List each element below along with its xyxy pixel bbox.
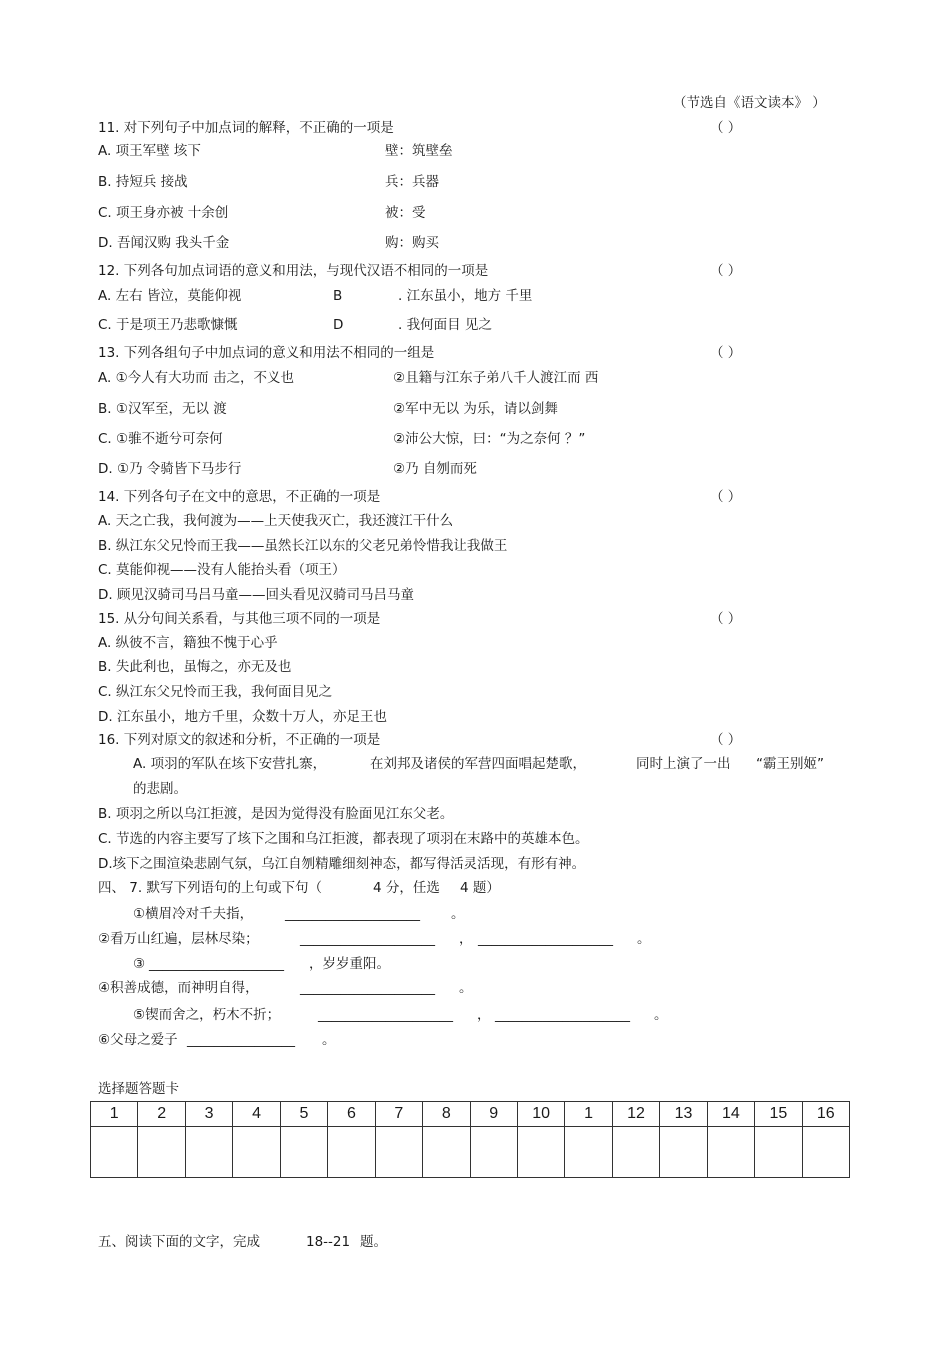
answer-cell-10[interactable] — [517, 1127, 564, 1178]
recite-item-2-comma: ， — [459, 931, 473, 947]
answer-cell-13[interactable] — [660, 1127, 707, 1178]
recite-item-2-end: 。 — [637, 931, 651, 947]
q16-option-d: D.垓下之围渲染悲剧气氛，乌江自刎精雕细刻神态，都写得活灵活现，有形有神。 — [98, 856, 586, 872]
recite-item-3-prompt: ，岁岁重阳。 — [309, 956, 390, 972]
recite-item-4-end: 。 — [459, 980, 473, 996]
section5-title-part1: 五、阅读下面的文字，完成 — [98, 1234, 260, 1250]
q12-paren: （ ） — [710, 263, 742, 279]
answer-card-header-16: 16 — [802, 1102, 849, 1127]
answer-cell-9[interactable] — [470, 1127, 517, 1178]
q16-option-a-part2: 在刘邦及诸侯的军营四面唱起楚歌， — [370, 756, 586, 772]
recite-item-4-prompt: ④积善成德，而神明自得， — [98, 980, 259, 996]
q16-option-a-part4: “霸王别姬” — [756, 756, 824, 772]
answer-card-header-2: 2 — [138, 1102, 185, 1127]
q16-stem: 16. 下列对原文的叙述和分析，不正确的一项是 — [98, 732, 381, 748]
section5-title-part2: 18--21 — [306, 1234, 351, 1250]
q11-option-a: A. 项王军壁 垓下 — [98, 143, 201, 159]
answer-card-header-9: 9 — [470, 1102, 517, 1127]
recite-item-1-end: 。 — [451, 906, 465, 922]
q11-option-d: D. 吾闻汉购 我头千金 — [98, 235, 230, 251]
answer-card-answer-row — [91, 1127, 850, 1178]
answer-cell-12[interactable] — [612, 1127, 659, 1178]
q14-stem: 14. 下列各句子在文中的意思，不正确的一项是 — [98, 489, 381, 505]
answer-card-header-3: 3 — [185, 1102, 232, 1127]
section5-title-part3: 题。 — [360, 1234, 387, 1250]
answer-cell-5[interactable] — [280, 1127, 327, 1178]
recite-item-6-prompt: ⑥父母之爱子 — [98, 1032, 178, 1048]
q12-option-a: A. 左右 皆泣，莫能仰视 — [98, 288, 242, 304]
answer-card-header-row — [91, 1102, 850, 1127]
recite-item-5-prompt: ⑤锲而舍之，朽木不折； — [133, 1007, 281, 1023]
recite-item-5-comma: ， — [477, 1007, 491, 1023]
recite-item-2-prompt: ②看万山红遍，层林尽染； — [98, 931, 259, 947]
q16-option-a-cont: 的悲剧。 — [133, 781, 187, 797]
answer-cell-16[interactable] — [802, 1127, 849, 1178]
q16-option-c: C. 节选的内容主要写了垓下之围和乌江拒渡，都表现了项羽在末路中的英雄本色。 — [98, 831, 589, 847]
q11-option-b-note: 兵：兵器 — [385, 174, 439, 190]
recite-item-1-blank[interactable]: ____________________ — [285, 906, 420, 922]
recite-item-6-blank[interactable]: ________________ — [187, 1032, 295, 1048]
recite-item-4-blank[interactable]: ____________________ — [300, 980, 435, 996]
q13-option-c-right: ②沛公大惊，曰：“为之奈何 ？” — [393, 431, 586, 447]
q14-option-c: C. 莫能仰视——没有人能抬头看（项王） — [98, 562, 346, 578]
q12-option-c: C. 于是项王乃悲歌慷慨 — [98, 317, 238, 333]
answer-card-header-13: 13 — [660, 1102, 707, 1127]
q15-stem: 15. 从分句间关系看，与其他三项不同的一项是 — [98, 611, 381, 627]
source-note: （节选自《语文读本》 ） — [673, 95, 826, 111]
answer-card-header-5: 5 — [280, 1102, 327, 1127]
q13-option-d-left: D. ①乃 令骑皆下马步行 — [98, 461, 242, 477]
recite-item-2-blank-1[interactable]: ____________________ — [300, 931, 435, 947]
q15-option-b: B. 失此利也，虽悔之，亦无及也 — [98, 659, 292, 675]
answer-card-header-4: 4 — [233, 1102, 280, 1127]
q13-stem: 13. 下列各组句子中加点词的意义和用法不相同的一组是 — [98, 345, 435, 361]
q14-option-b: B. 纵江东父兄怜而王我——虽然长江以东的父老兄弟怜惜我让我做王 — [98, 538, 508, 554]
q16-option-a-part1: A. 项羽的军队在垓下安营扎寨， — [133, 756, 327, 772]
q12-option-b: . 江东虽小，地方 千里 — [398, 288, 533, 304]
q15-option-a: A. 纵彼不言，籍独不愧于心乎 — [98, 635, 278, 651]
answer-card-header-7: 7 — [375, 1102, 422, 1127]
q11-option-c: C. 项王身亦被 十余创 — [98, 205, 229, 221]
q13-option-b-left: B. ①汉军至，无以 渡 — [98, 401, 227, 417]
answer-card-header-14: 14 — [707, 1102, 754, 1127]
answer-cell-3[interactable] — [185, 1127, 232, 1178]
answer-card-header-15: 15 — [755, 1102, 802, 1127]
q12-option-d: . 我何面目 见之 — [398, 317, 492, 333]
section4-title-part2: 4 分，任选 — [373, 880, 440, 896]
answer-card-header-1: 1 — [91, 1102, 138, 1127]
q13-paren: （ ） — [710, 345, 742, 361]
recite-item-2-blank-2[interactable]: ____________________ — [478, 931, 613, 947]
q13-option-c-left: C. ①骓不逝兮可奈何 — [98, 431, 223, 447]
answer-card-header-12: 12 — [612, 1102, 659, 1127]
section4-title-part1: 四、 7. 默写下列语句的上句或下句（ — [98, 880, 322, 896]
recite-item-1-prompt: ①横眉冷对千夫指， — [133, 906, 254, 922]
q11-option-d-note: 购：购买 — [385, 235, 439, 251]
answer-card-header-10: 10 — [517, 1102, 564, 1127]
q12-stem: 12. 下列各句加点词语的意义和用法，与现代汉语不相同的一项是 — [98, 263, 489, 279]
answer-cell-2[interactable] — [138, 1127, 185, 1178]
q13-option-d-right: ②乃 自刎而死 — [393, 461, 477, 477]
answer-card-header-11: 1 — [565, 1102, 612, 1127]
q15-paren: （ ） — [710, 611, 742, 627]
q12-option-b-letter: B — [333, 288, 343, 304]
answer-cell-7[interactable] — [375, 1127, 422, 1178]
q14-option-a: A. 天之亡我，我何渡为——上天使我灭亡，我还渡江干什么 — [98, 513, 454, 529]
answer-cell-1[interactable] — [91, 1127, 138, 1178]
q11-stem: 11. 对下列句子中加点词的解释，不正确的一项是 — [98, 120, 394, 136]
section4-title-part3: 4 题） — [460, 880, 500, 896]
recite-item-3-blank[interactable]: ____________________ — [149, 956, 284, 972]
q15-option-c: C. 纵江东父兄怜而王我，我何面目见之 — [98, 684, 333, 700]
q14-option-d: D. 顾见汉骑司马吕马童——回头看见汉骑司马吕马童 — [98, 587, 414, 603]
recite-item-6-end: 。 — [322, 1032, 336, 1048]
answer-card-title: 选择题答题卡 — [98, 1081, 179, 1097]
answer-cell-6[interactable] — [328, 1127, 375, 1178]
q11-option-a-note: 壁：筑壁垒 — [385, 143, 453, 159]
q13-option-a-left: A. ①今人有大功而 击之，不义也 — [98, 370, 294, 386]
recite-item-5-blank-1[interactable]: ____________________ — [318, 1007, 453, 1023]
answer-card-table — [90, 1101, 850, 1178]
answer-cell-4[interactable] — [233, 1127, 280, 1178]
answer-card-header-8: 8 — [423, 1102, 470, 1127]
answer-cell-11[interactable] — [565, 1127, 612, 1178]
answer-cell-15[interactable] — [755, 1127, 802, 1178]
recite-item-3-number: ③ — [133, 956, 146, 972]
q11-paren: （ ） — [710, 120, 742, 136]
q16-paren: （ ） — [710, 732, 742, 748]
q11-option-c-note: 被：受 — [385, 205, 426, 221]
answer-cell-8[interactable] — [423, 1127, 470, 1178]
q16-option-a-part3: 同时上演了一出 — [636, 756, 731, 772]
answer-cell-14[interactable] — [707, 1127, 754, 1178]
q14-paren: （ ） — [710, 489, 742, 505]
q11-option-b: B. 持短兵 接战 — [98, 174, 188, 190]
q16-option-b: B. 项羽之所以乌江拒渡，是因为觉得没有脸面见江东父老。 — [98, 806, 454, 822]
recite-item-5-end: 。 — [654, 1007, 668, 1023]
recite-item-5-blank-2[interactable]: ____________________ — [495, 1007, 630, 1023]
answer-card-header-6: 6 — [328, 1102, 375, 1127]
q12-option-d-letter: D — [333, 317, 344, 333]
q13-option-b-right: ②军中无以 为乐，请以剑舞 — [393, 401, 558, 417]
q15-option-d: D. 江东虽小，地方千里，众数十万人，亦足王也 — [98, 709, 387, 725]
q13-option-a-right: ②且籍与江东子弟八千人渡江而 西 — [393, 370, 599, 386]
